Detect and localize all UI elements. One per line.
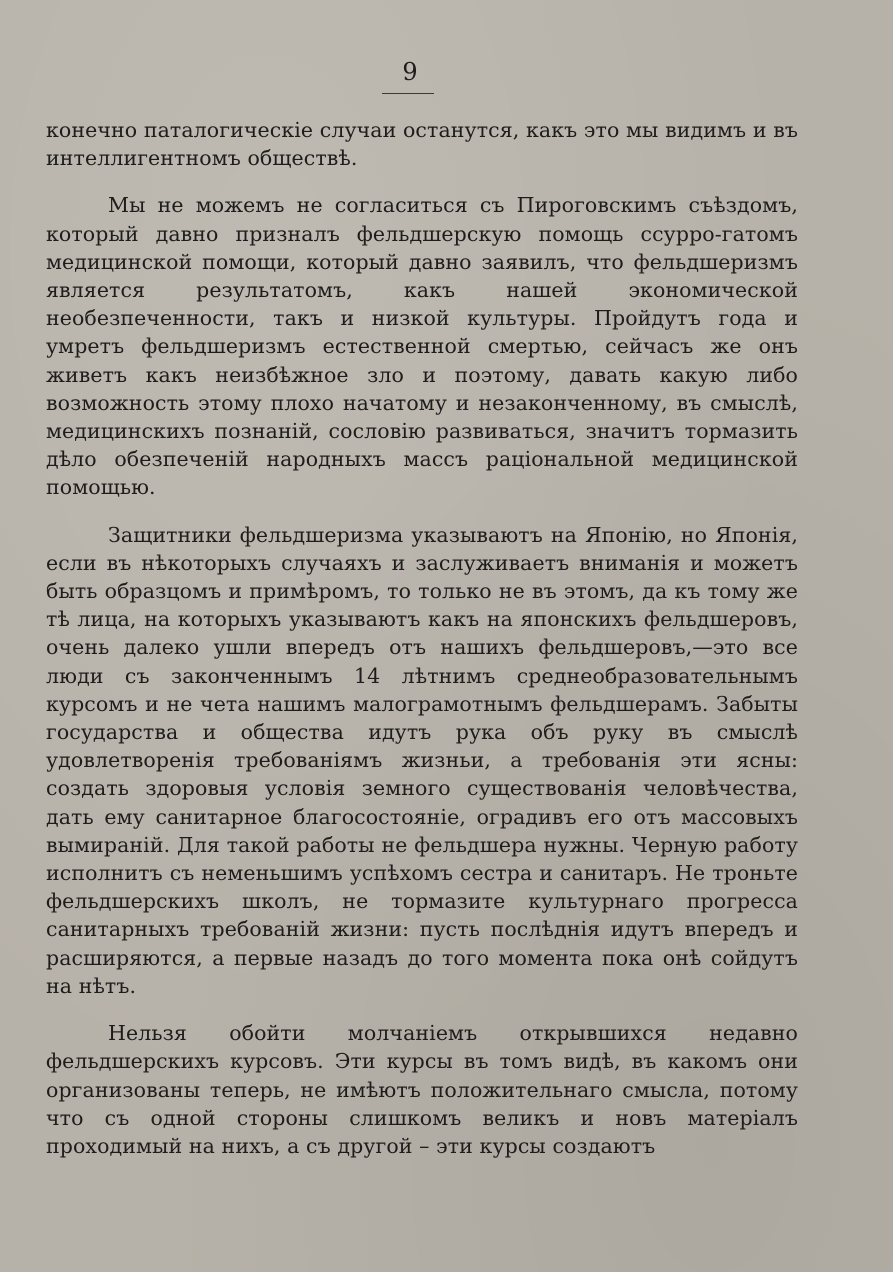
- body-text: [46, 116, 798, 1179]
- paragraph: Защитники фельдшеризма указываютъ на Японію, но Японія, если въ нѣкоторыхъ случаяхъ и заслуживаетъ вниманія и можетъ быть образцомъ и примѣромъ, то только не въ этомъ, да къ тому же тѣ лица, на которыхъ указываютъ какъ на японскихъ фельдшеровъ, очень далеко ушли впередъ отъ нашихъ фельдшеровъ,—это все люди съ законченнымъ 14 лѣтнимъ среднеобразовательнымъ курсомъ и не чета нашимъ малограмотнымъ фельдшерамъ. Забыты государства и общества идутъ рука объ руку въ смыслѣ удовлетворенія требованіямъ жизньи, а требованія эти ясны: создать здоровыя условія земного существованія человѣчества, дать ему санитарное благосостояніе, оградивъ его отъ массовыхъ вымираній. Для такой работы не фельдшера нужны. Черную работу исполнитъ съ неменьшимъ успѣхомъ сестра и санитаръ. Не троньте фельдшерскихъ школъ, не тормазите культурнаго прогресса санитарныхъ требованій жизни: пусть послѣднія идутъ впередъ и расширяются, а первые назадъ до того момента пока онѣ сойдутъ на нѣтъ.: [46, 522, 798, 998]
- page-number: 9: [402, 58, 418, 86]
- paragraph: Мы не можемъ не согласиться съ Пироговскимъ съѣздомъ, который давно призналъ фельдшерскую помощь ссурро-гатомъ медицинской помощи, который давно заявилъ, что фельдшеризмъ является результатомъ, какъ нашей экономической необезпеченности, такъ и низкой культуры. Пройдутъ года и умретъ фельдшеризмъ естественной смертью, сейчасъ же онъ живетъ какъ неизбѣжное зло и поэтому, давать какую либо возможность этому плохо начатому и незаконченному, въ смыслѣ, медицинскихъ познаній, сословію развиваться, значитъ тормазить дѣло обезпеченій народныхъ массъ раціональной медицинской помощью.: [46, 193, 798, 500]
- paragraph-continuation: конечно паталогическіе случаи останутся, какъ это мы видимъ и въ интеллигентномъ обществѣ.: [46, 118, 798, 171]
- paragraph: Нельзя обойти молчаніемъ открывшихся недавно фельдшерскихъ курсовъ. Эти курсы въ томъ видѣ, въ какомъ они организованы теперь, не имѣютъ положительнаго смысла, потому что съ одной стороны слишкомъ великъ и новъ матеріалъ проходимый на нихъ, а съ другой – эти курсы создаютъ: [46, 1021, 798, 1158]
- page-number-rule: [382, 93, 434, 94]
